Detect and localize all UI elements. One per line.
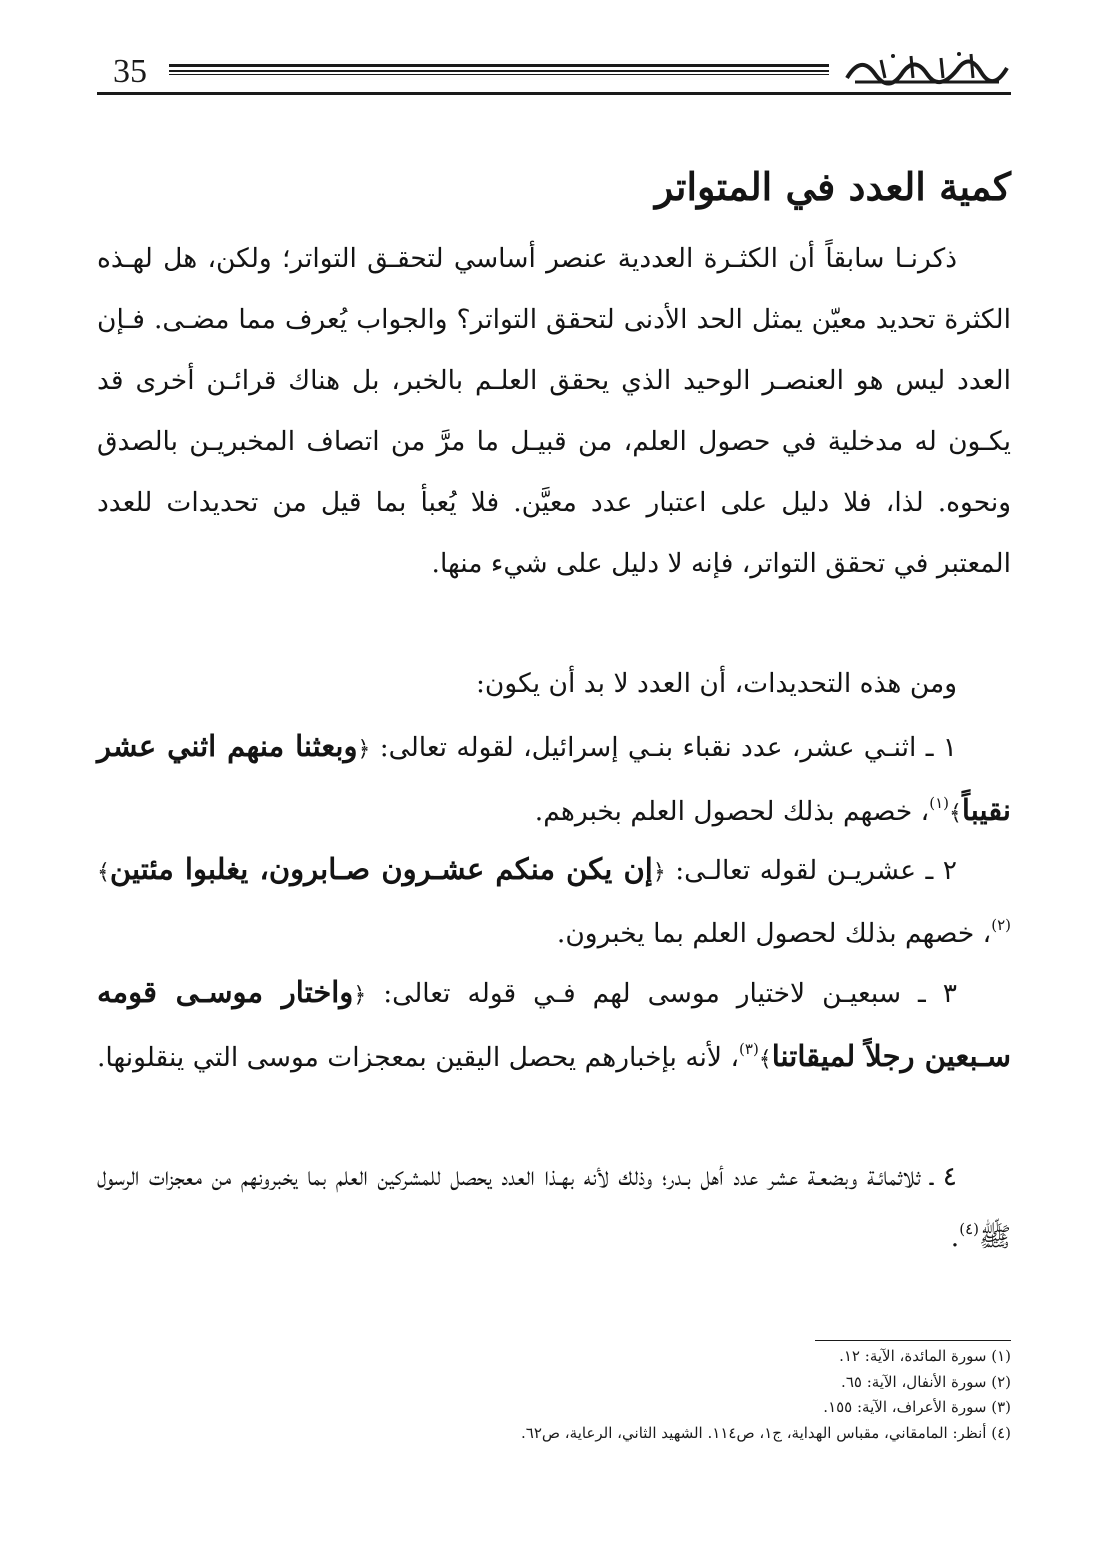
- quran-close-bracket: ﴾: [97, 860, 110, 885]
- list-item-1-lead: ١ ـ اثنـي عشر، عدد نقباء بنـي إسرائيل، لقوله تعالى:: [379, 732, 957, 763]
- list-item-2-lead: ٢ ـ عشريـن لقوله تعالـى:: [675, 855, 957, 886]
- list-item-2-tail: ، خصهم بذلك لحصول العلم بما يخبرون.: [556, 918, 992, 949]
- quran-open-bracket: ﴿: [652, 860, 666, 885]
- list-item-4-end: .: [950, 1222, 960, 1253]
- quran-open-bracket: ﴿: [353, 983, 367, 1008]
- quran-verse-2: إن يكن منكم عشـرون صـابرون، يغلبوا مئتين: [109, 852, 653, 886]
- list-item-3: [97, 962, 1011, 1090]
- list-item-1-tail: ، خصهم بذلك لحصول العلم بخبرهم.: [534, 796, 930, 827]
- footnote-ref-1[interactable]: (١): [929, 794, 950, 812]
- list-item-4: [97, 1146, 1011, 1268]
- header-rule: [97, 92, 1011, 95]
- list-item-2: [97, 839, 1011, 964]
- page-number: 35: [113, 53, 147, 90]
- list-item-3-tail: ، لأنه بإخبارهم يحصل اليقين بمعجزات موسى التي ينقلونها.: [96, 1042, 740, 1073]
- quran-verse-3: واختار موسـى قومه سـبعين رجلاً لميقاتنا: [97, 975, 1011, 1073]
- quran-close-bracket: ﴾: [758, 1047, 772, 1072]
- footnote-ref-2[interactable]: (٢): [991, 916, 1011, 934]
- running-header: [97, 48, 1011, 100]
- quran-verse-1: وبعثنا منهم اثني عشر نقيباً: [97, 729, 1011, 827]
- footnote-ref-3[interactable]: (٣): [739, 1040, 759, 1058]
- list-item-1: [97, 716, 1011, 844]
- list-item-3-lead: ٣ ـ سبعيـن لاختيار موسى لهم فـي قوله تعالى:: [383, 978, 958, 1009]
- footnote-1: (١) سورة المائدة، الآية: ١٢.: [839, 1347, 1011, 1365]
- paragraph-lead-in: ومن هذه التحديدات، أن العدد لا بد أن يكون:: [476, 668, 957, 699]
- footnotes: [97, 1344, 1011, 1446]
- footnote-ref-4[interactable]: (٤): [959, 1220, 979, 1238]
- book-title-calligraphy-logo: [841, 48, 1011, 88]
- list-item-4-text: ٤ ـ ثلاثمائـة وبضعـة عشر عدد أهل بـدر؛ وذلك لأنه بهـذا العدد يحصل للمشركين العلم بما يخبرونهم من معجزات الرسول ﷺ: [97, 1161, 1011, 1253]
- quran-open-bracket: ﴿: [357, 737, 371, 762]
- section-title: كمية العدد في المتواتر: [654, 164, 1011, 209]
- footnote-2: (٢) سورة الأنفال، الآية: ٦٥.: [841, 1372, 1011, 1391]
- footnote-4: (٤) أنظر: المامقاني، مقباس الهداية، ج١، ص١١٤. الشهيد الثاني، الرعاية، ص٦٢.: [521, 1423, 1011, 1442]
- quran-close-bracket: ﴾: [949, 801, 962, 826]
- header-ornament: [169, 64, 829, 76]
- footnote-3: (٣) سورة الأعراف، الآية: ١٥٥.: [823, 1398, 1011, 1416]
- footnote-separator: [815, 1340, 1011, 1341]
- paragraph-intro: ذكرنـا سابقاً أن الكثـرة العددية عنصر أساسي لتحقـق التواتر؛ ولكن، هل لهـذه الكثرة تحديد معيّن يمثل الحد الأدنى لتحقق التواتر؟ والجواب يُعرف مما مضـى. فـإن العدد ليس هو العنصـر الوحيد الذي يحقق العلـم بالخبر، بل هناك قرائـن أخرى قد يكـون له مدخلية في حصول العلم، من قبيـل ما مرَّ من اتصاف المخبريـن بالصدق ونحوه. لذا، فلا دليل على اعتبار عدد معيَّن. فلا يُعبأ بما قيل من تحديدات للعدد المعتبر في تحقق التواتر، فإنه لا دليل على شيء منها.: [97, 243, 1011, 579]
